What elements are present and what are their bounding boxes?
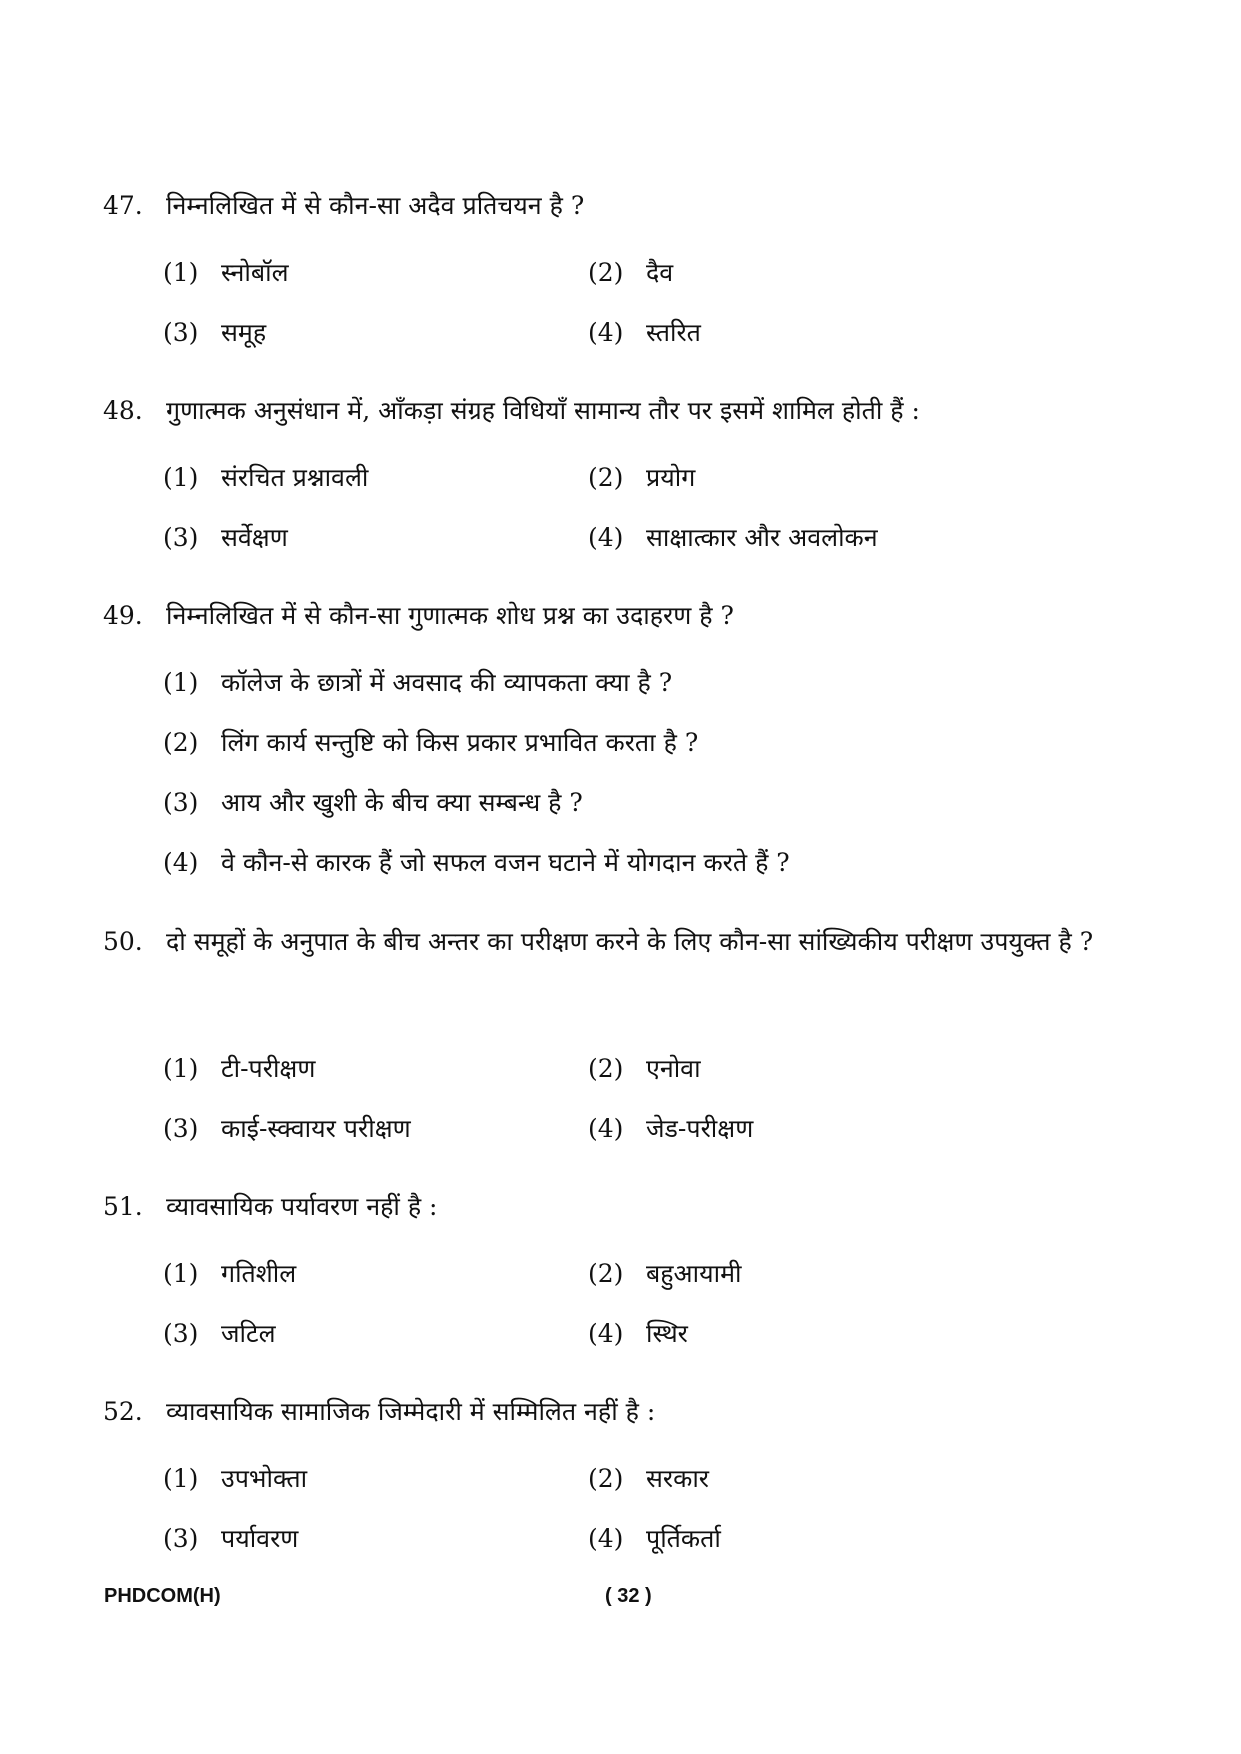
option-number: (4): [588, 1319, 624, 1348]
option-48-1: [163, 460, 368, 496]
question-48: [103, 393, 1141, 429]
option-number: (3): [163, 1114, 199, 1143]
option-50-3: [163, 1111, 411, 1147]
option-number: (2): [588, 463, 624, 492]
option-text: प्रयोग: [646, 463, 696, 492]
option-number: (2): [588, 1054, 624, 1083]
option-number: (2): [588, 258, 624, 287]
option-text: टी-परीक्षण: [221, 1054, 316, 1083]
question-49: [103, 598, 1141, 634]
option-text: संरचित प्रश्नावली: [221, 463, 369, 492]
option-number: (1): [163, 258, 199, 287]
option-text: बहुआयामी: [646, 1259, 742, 1288]
option-text: एनोवा: [646, 1054, 701, 1083]
option-text: वे कौन-से कारक हैं जो सफल वजन घटाने में योगदान करते हैं ?: [221, 848, 790, 877]
option-text: दैव: [646, 258, 674, 287]
option-47-2: [588, 255, 673, 291]
option-52-1: [163, 1461, 307, 1497]
option-number: (3): [163, 523, 199, 552]
option-number: (3): [163, 1319, 199, 1348]
question-text: गुणात्मक अनुसंधान में, आँकड़ा संग्रह विधियाँ सामान्य तौर पर इसमें शामिल होती हैं :: [166, 396, 920, 425]
option-text: पर्यावरण: [221, 1524, 299, 1553]
option-number: (3): [163, 788, 199, 817]
option-number: (3): [163, 318, 199, 347]
option-52-3: [163, 1521, 298, 1557]
question-47: [103, 188, 1141, 224]
question-text: व्यावसायिक पर्यावरण नहीं है :: [166, 1192, 438, 1221]
option-text: गतिशील: [221, 1259, 297, 1288]
option-number: (4): [588, 1114, 624, 1143]
option-text: स्नोबॉल: [221, 258, 289, 287]
question-number: 52.: [103, 1397, 143, 1426]
question-number: 47.: [103, 191, 143, 220]
option-48-3: [163, 520, 288, 556]
option-52-4: [588, 1521, 721, 1557]
option-49-1: [163, 665, 672, 701]
option-number: (1): [163, 1259, 199, 1288]
option-text: स्थिर: [646, 1319, 688, 1348]
option-47-4: [588, 315, 701, 351]
option-52-2: [588, 1461, 709, 1497]
option-number: (4): [588, 318, 624, 347]
option-number: (2): [588, 1464, 624, 1493]
option-number: (3): [163, 1524, 199, 1553]
option-51-3: [163, 1316, 276, 1352]
paper-code: PHDCOM(H): [104, 1585, 221, 1607]
option-51-2: [588, 1256, 742, 1292]
question-50: [103, 924, 1141, 970]
question-text: व्यावसायिक सामाजिक जिम्मेदारी में सम्मिलित नहीं है :: [166, 1397, 656, 1426]
option-51-4: [588, 1316, 688, 1352]
option-number: (1): [163, 668, 199, 697]
option-number: (4): [588, 1524, 624, 1553]
option-50-4: [588, 1111, 753, 1147]
question-number: 49.: [103, 601, 143, 630]
option-text: सरकार: [646, 1464, 710, 1493]
option-number: (1): [163, 463, 199, 492]
question-text: निम्नलिखित में से कौन-सा अदैव प्रतिचयन है ?: [166, 191, 585, 220]
question-text: निम्नलिखित में से कौन-सा गुणात्मक शोध प्रश्न का उदाहरण है ?: [166, 601, 734, 630]
option-49-4: [163, 845, 790, 881]
option-text: काई-स्क्वायर परीक्षण: [221, 1114, 411, 1143]
option-48-2: [588, 460, 695, 496]
option-text: उपभोक्ता: [221, 1464, 308, 1493]
option-text: समूह: [221, 318, 267, 347]
option-48-4: [588, 520, 878, 556]
question-52: [103, 1394, 1141, 1430]
option-number: (2): [588, 1259, 624, 1288]
option-text: जेड-परीक्षण: [646, 1114, 754, 1143]
option-50-2: [588, 1051, 701, 1087]
question-51: [103, 1189, 1141, 1225]
option-text: आय और खुशी के बीच क्या सम्बन्ध है ?: [221, 788, 583, 817]
option-text: स्तरित: [646, 318, 701, 347]
option-number: (1): [163, 1054, 199, 1083]
option-51-1: [163, 1256, 296, 1292]
option-number: (2): [163, 728, 199, 757]
option-number: (4): [163, 848, 199, 877]
option-49-3: [163, 785, 583, 821]
option-text: पूर्तिकर्ता: [646, 1524, 721, 1553]
option-47-1: [163, 255, 289, 291]
question-number: 51.: [103, 1192, 143, 1221]
option-text: साक्षात्कार और अवलोकन: [646, 523, 878, 552]
page-number: ( 32 ): [605, 1585, 652, 1607]
option-text: कॉलेज के छात्रों में अवसाद की व्यापकता क्या है ?: [221, 668, 673, 697]
option-text: सर्वेक्षण: [221, 523, 288, 552]
option-50-1: [163, 1051, 315, 1087]
question-number: 48.: [103, 396, 143, 425]
option-47-3: [163, 315, 266, 351]
option-number: (4): [588, 523, 624, 552]
option-49-2: [163, 725, 698, 761]
option-text: लिंग कार्य सन्तुष्टि को किस प्रकार प्रभावित करता है ?: [221, 728, 699, 757]
question-number: 50.: [103, 927, 143, 956]
option-text: जटिल: [221, 1319, 276, 1348]
option-number: (1): [163, 1464, 199, 1493]
question-text: दो समूहों के अनुपात के बीच अन्तर का परीक्षण करने के लिए कौन-सा सांख्यिकीय परीक्षण उपयुक्त है ?: [166, 927, 1094, 956]
